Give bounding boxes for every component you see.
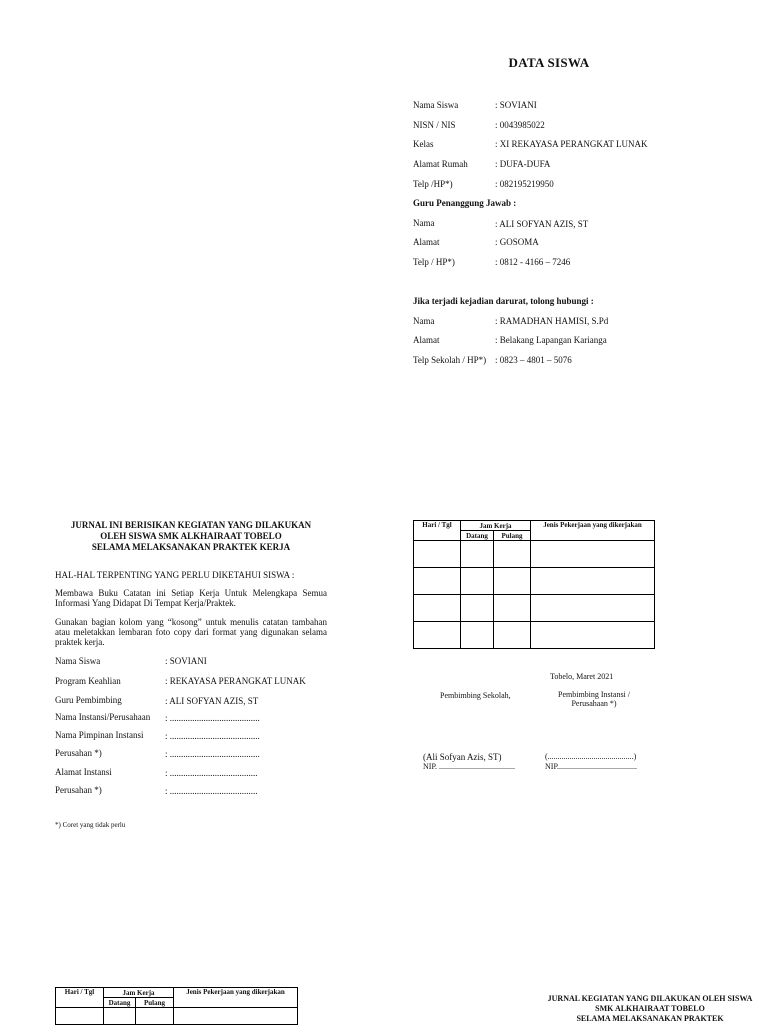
header-jam-kerja: Jam Kerja: [104, 988, 174, 998]
place-date: Tobelo, Maret 2021: [550, 672, 614, 681]
pembimbing-sekolah-name: (Ali Sofyan Azis, ST): [423, 752, 502, 762]
table-row: [414, 595, 655, 622]
kelas-label: Kelas: [413, 139, 434, 149]
footer-heading-line2: SMK ALKHAIRAAT TOBELO: [595, 1004, 705, 1013]
pembimbing-sekolah-title: Pembimbing Sekolah,: [440, 691, 511, 700]
nama-siswa-value: : SOVIANI: [495, 100, 537, 110]
header-jam-kerja: Jam Kerja: [461, 521, 531, 531]
jurnal-table: [413, 520, 655, 649]
jurnal-table-2: [55, 987, 298, 1025]
table-row: [414, 622, 655, 649]
field-label: Alamat Instansi: [55, 767, 112, 777]
header-hari: Hari / Tgl: [56, 988, 104, 1008]
telp-label: Telp /HP*): [413, 179, 453, 189]
guru-telp-value: : 0812 - 4166 – 7246: [495, 257, 571, 267]
jurnal-heading-line2: OLEH SISWA SMK ALKHAIRAAT TOBELO: [100, 531, 282, 541]
nisn-label: NISN / NIS: [413, 120, 456, 130]
table-row: [56, 1008, 298, 1025]
pembimbing-instansi-title-2: Perusahaan *): [571, 699, 617, 708]
guru-heading: Guru Penanggung Jawab :: [413, 198, 517, 208]
field-label: Nama Instansi/Perusahaan: [55, 712, 151, 722]
field-value: : ALI SOFYAN AZIS, ST: [165, 696, 259, 706]
table-row: [414, 541, 655, 568]
alamat-rumah-value: : DUFA-DUFA: [495, 159, 551, 169]
guru-telp-label: Telp / HP*): [413, 257, 455, 267]
field-value: : ........................................: [165, 713, 260, 723]
guru-nama-value: : ALI SOFYAN AZIS, ST: [495, 219, 589, 229]
darurat-alamat-label: Alamat: [413, 335, 440, 345]
field-value: : REKAYASA PERANGKAT LUNAK: [165, 676, 306, 686]
field-label: Perusahan *): [55, 785, 102, 795]
field-value: : SOVIANI: [165, 656, 207, 666]
field-value: : ........................................: [165, 731, 260, 741]
field-value: : .......................................: [165, 768, 258, 778]
telp-value: : 082195219950: [495, 179, 554, 189]
darurat-telp-value: : 0823 – 4801 – 5076: [495, 355, 572, 365]
jurnal-heading-line3: SELAMA MELAKSANAKAN PRAKTEK KERJA: [91, 542, 291, 552]
header-pulang: Pulang: [494, 531, 531, 541]
pembimbing-instansi-nip: NIP........................................: [545, 762, 638, 771]
nama-siswa-label: Nama Siswa: [413, 100, 459, 110]
field-label: Nama Pimpinan Instansi: [55, 730, 144, 740]
header-datang: Datang: [104, 998, 136, 1008]
darurat-nama-value: : RAMADHAN HAMISI, S.Pd: [495, 316, 609, 326]
header-pulang: Pulang: [136, 998, 174, 1008]
darurat-alamat-value: : Belakang Lapangan Karianga: [495, 335, 607, 345]
field-label: Nama Siswa: [55, 656, 101, 666]
kelas-value: : XI REKAYASA PERANGKAT LUNAK: [495, 139, 648, 149]
field-label: Program Keahlian: [55, 676, 121, 686]
field-value: : .......................................: [165, 786, 258, 796]
header-jenis-pekerjaan: Jenis Pekerjaan yang dikerjakan: [531, 521, 655, 541]
pembimbing-instansi-name: (...........................................): [545, 752, 637, 761]
pembimbing-sekolah-nip: NIP. ......................................: [423, 762, 516, 771]
hal-heading: HAL-HAL TERPENTING YANG PERLU DIKETAHUI SISWA :: [55, 570, 295, 580]
guru-alamat-value: : GOSOMA: [495, 237, 539, 247]
guru-nama-label: Nama: [413, 218, 435, 228]
nisn-value: : 0043985022: [495, 120, 545, 130]
header-datang: Datang: [461, 531, 494, 541]
field-label: Perusahan *): [55, 748, 102, 758]
pembimbing-instansi-title-1: Pembimbing Instansi /: [558, 690, 630, 699]
footer-heading-line3: SELAMA MELAKSANAKAN PRAKTEK: [576, 1014, 724, 1023]
jurnal-heading-line1: JURNAL INI BERISIKAN KEGIATAN YANG DILAKUKAN: [70, 520, 312, 530]
info-paragraph-2: Gunakan bagian kolom yang “kosong” untuk menulis catatan tambahan atau meletakkan lembaran foto copy dari format yang digunakan selama praktek kerja.: [55, 617, 327, 647]
field-label: Guru Pembimbing: [55, 695, 122, 705]
table-row: [414, 568, 655, 595]
info-paragraph-1: Membawa Buku Catatan ini Setiap Kerja Untuk Melengkapa Semua Informasi Yang Didapat Di Tempat Kerja/Praktek.: [55, 588, 327, 608]
darurat-heading: Jika terjadi kejadian darurat, tolong hubungi :: [413, 296, 594, 306]
guru-alamat-label: Alamat: [413, 237, 440, 247]
darurat-nama-label: Nama: [413, 316, 435, 326]
data-siswa-title: DATA SISWA: [508, 55, 590, 70]
footer-heading-line1: JURNAL KEGIATAN YANG DILAKUKAN OLEH SISWA: [547, 994, 753, 1003]
footnote: *) Coret yang tidak perlu: [55, 821, 126, 829]
header-hari: Hari / Tgl: [414, 521, 461, 541]
alamat-rumah-label: Alamat Rumah: [413, 159, 468, 169]
header-jenis-pekerjaan: Jenis Pekerjaan yang dikerjakan: [174, 988, 298, 1008]
darurat-telp-label: Telp Sekolah / HP*): [413, 355, 487, 365]
field-value: : ........................................: [165, 749, 260, 759]
